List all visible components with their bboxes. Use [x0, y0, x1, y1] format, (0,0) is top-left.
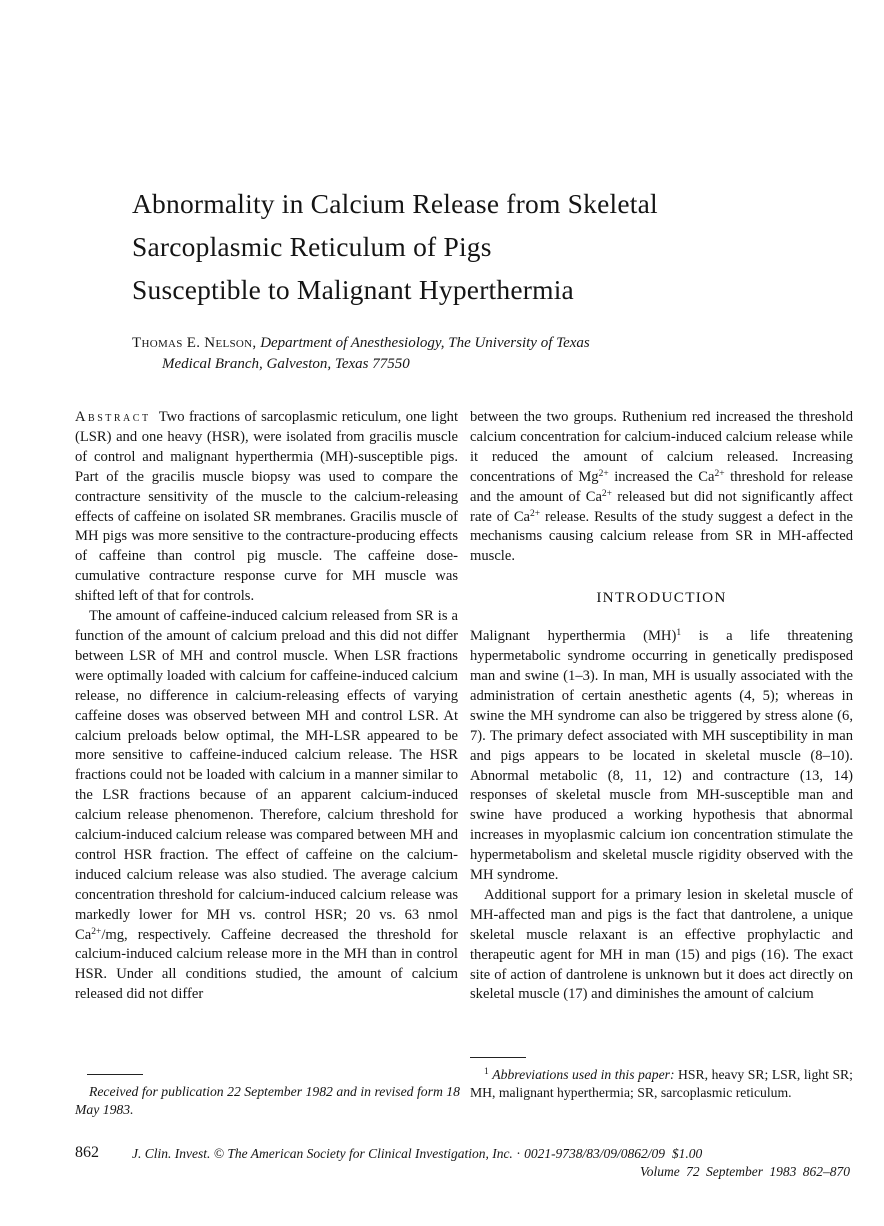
article-code: 0021-9738/83/09/0862/09 [524, 1146, 666, 1161]
received-note: Received for publication 22 September 1982 and in revised form 18 May 1983. [75, 1084, 460, 1117]
right-column [470, 408, 853, 1005]
author-name: Thomas E. Nelson, [132, 335, 257, 351]
abstract-paragraph-2: The amount of caffeine-induced calcium released from SR is a function of the amount of calcium preload and this did not differ between LSR of MH and control muscle. When LSR fractions were optimally loaded with calcium for caffeine-induced calcium release, no difference in calcium-releasing effects of varying caffeine doses was observed between MH and control LSR. At calcium preloads below optimal, the MH-LSR appeared to be more sensitive to caffeine-induced calcium release. The HSR fractions could not be loaded with calcium in a manner similar to the LSR fractions because of an apparent calcium-induced calcium release phenomenon. Therefore, calcium threshold for calcium-induced calcium release was compared between MH and control HSR fraction. The effect of caffeine on the calcium-induced calcium release was also studied. The average calcium concentration threshold for calcium-induced calcium release was markedly lower for MH vs. control HSR; 20 vs. 63 nmol $Ca^{2+}/mg$, respectively. Caffeine decreased the threshold for calcium-induced calcium release more in the MH than in control HSR. Under all conditions studied, the amount of calcium released did not differ [75, 608, 458, 1003]
abstract-continuation: between the two groups. Ruthenium red increased the threshold calcium concentration for calcium-induced calcium release while it reduced the amount of calcium released. Increasing concentrations of $Mg^{2+}$ increased the $Ca^{2+}$ threshold for release and the amount of $Ca^{2+}$ released but did not significantly affect rate of $Ca^{2+}$ release. Results of the study suggest a defect in the mechanisms causing calcium release from SR in MH-affected muscle. [470, 409, 853, 565]
author-affiliation-line-1: Department of Anesthesiology, The University of Texas [260, 335, 590, 351]
journal-citation [132, 1146, 702, 1162]
footnote-divider [470, 1057, 526, 1058]
abstract-label: Abstract [75, 409, 151, 425]
article-title [132, 182, 832, 311]
article-price: $1.00 [671, 1146, 703, 1161]
abstract-paragraph-1: Abstract Two fractions of sarcoplasmic reticulum, one light (LSR) and one heavy (HSR), were isolated from gracilis muscle of control and malignant hyperthermia (MH)-susceptible pigs. Part of the gracilis muscle biopsy was used to compare the contracture sensitivity of the muscle to the calcium-releasing effects of caffeine on isolated SR membranes. Gracilis muscle of MH pigs was more sensitive to the contracture-producing effects of caffeine than control pig muscle. The caffeine dose-cumulative contracture response curve for MH muscle was shifted left of that for controls. [75, 409, 459, 605]
author-block [132, 333, 752, 375]
volume-line: Volume 72 September 1983 862–870 [640, 1164, 850, 1179]
author-affiliation-line-2: Medical Branch, Galveston, Texas 77550 [162, 356, 410, 372]
title-line-3: Susceptible to Malignant Hyperthermia [132, 274, 574, 305]
introduction-paragraph-2: Additional support for a primary lesion in skeletal muscle of MH-affected man and pigs is the fact that dantrolene, a unique skeletal muscle relaxant is an effective prophylactic and therapeutic agent for MH in man (15) and pigs (16). The exact site of action of dantrolene is unknown but it does act directly on skeletal muscle (17) and diminishes the amount of calcium [470, 886, 853, 1003]
received-divider [87, 1074, 143, 1075]
footnote-marker: 1 [484, 1067, 489, 1077]
footnote-label: Abbreviations used in this paper: [492, 1067, 675, 1082]
footnote [470, 1066, 853, 1101]
copyright-notice: © The American Society for Clinical Investigation, Inc. [213, 1146, 513, 1161]
footnote-text: HSR, heavy SR; LSR, light SR; MH, malignant hyperthermia; SR, sarcoplasmic reticulum. [470, 1067, 853, 1100]
footnote-ref: 1 [676, 628, 682, 639]
introduction-heading: INTRODUCTION [596, 589, 727, 607]
title-line-1: Abnormality in Calcium Release from Skeletal [132, 188, 658, 219]
footer-separator: · [516, 1146, 521, 1161]
page-number: 862 [75, 1144, 99, 1161]
left-column [75, 408, 458, 1005]
journal-name: J. Clin. Invest. [132, 1146, 211, 1161]
title-line-2: Sarcoplasmic Reticulum of Pigs [132, 231, 492, 262]
introduction-paragraph-1: Malignant hyperthermia (MH)$^1$ is a life threatening hypermetabolic syndrome occurring in genetically predisposed man and swine (1–3). In man, MH is usually associated with the administration of certain anesthetic agents (4, 5); whereas in swine the MH syndrome can also be triggered by stress alone (6, 7). The primary defect associated with MH susceptibility in man and pigs appears to be located in skeletal muscle (8–10). Abnormal metabolic (8, 11, 12) and contracture (13, 14) responses of skeletal muscle from MH-susceptible man and swine have produced a working hypothesis that abnormal increases in myoplasmic calcium ion concentration stimulate the hypermetabolism and skeletal muscle rigidity observed with the MH syndrome. [470, 628, 853, 884]
